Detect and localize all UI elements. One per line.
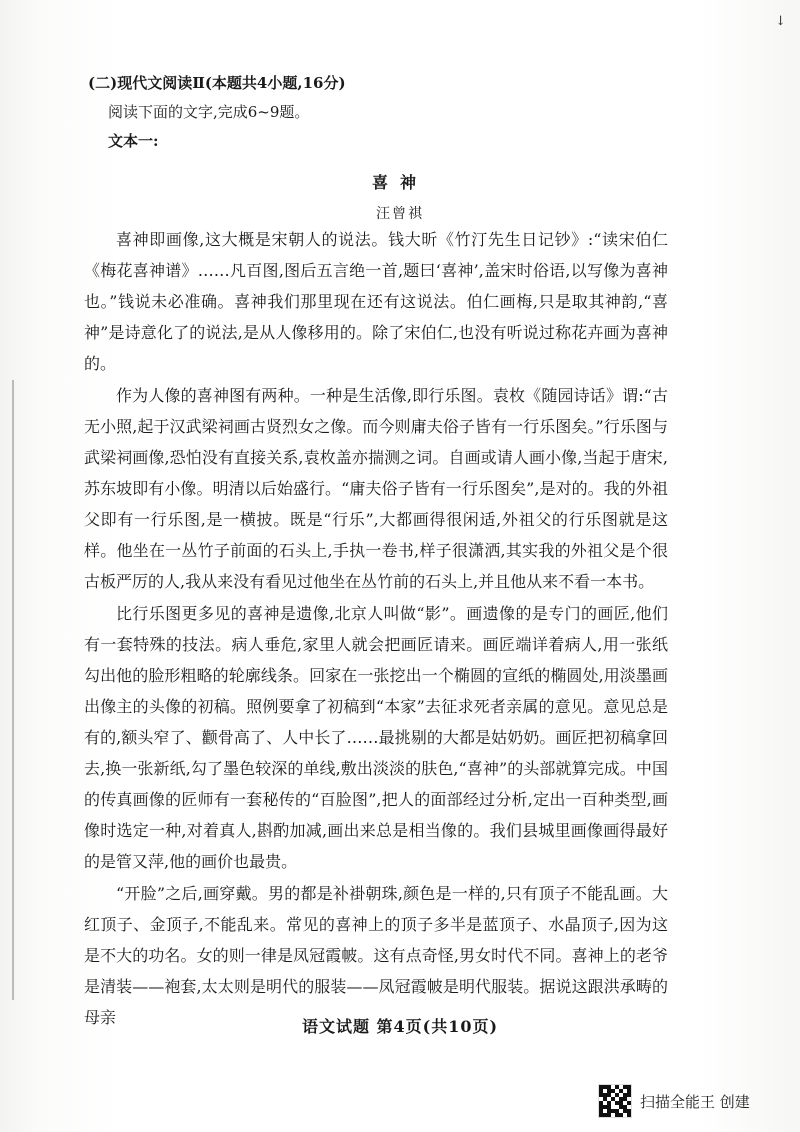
corner-arrow-icon: ↓: [775, 14, 786, 29]
watermark-text: 扫描全能王 创建: [640, 1092, 750, 1111]
essay-title: 喜神: [371, 173, 428, 192]
scanner-watermark: [598, 1084, 750, 1118]
text-one-label: 文本一:: [108, 132, 159, 150]
essay-body: [84, 224, 668, 1033]
page-footer: 语文试题 第4页(共10页): [301, 1017, 499, 1036]
qr-code-icon: [598, 1084, 632, 1118]
essay-paragraph-1: 喜神即画像,这大概是宋朝人的说法。钱大昕《竹汀先生日记钞》:“读宋伯仁《梅花喜神谱》……凡百图,图后五言绝一首,题曰‘喜神’,盖宋时俗语,以写像为喜神也。”钱说未必准确。喜神我们那里现在还有这说法。伯仁画梅,只是取其神韵,“喜神”是诗意化了的说法,是从人像移用的。除了宋伯仁,也没有听说过称花卉画为喜神的。: [84, 230, 668, 373]
scan-edge-line: [12, 380, 14, 1000]
essay-paragraph-4: “开脸”之后,画穿戴。男的都是补褂朝珠,颜色是一样的,只有顶子不能乱画。大红顶子、金顶子,不能乱来。常见的喜神上的顶子多半是蓝顶子、水晶顶子,因为这是不大的功名。女的则一律是凤冠霞帔。这有点奇怪,男女时代不同。喜神上的老爷是清装——袍套,太太则是明代的服装——凤冠霞帔是明代服装。据说这跟洪承畴的母亲: [84, 884, 668, 1027]
essay-paragraph-3: 比行乐图更多见的喜神是遗像,北京人叫做“影”。画遗像的是专门的画匠,他们有一套特殊的技法。病人垂危,家里人就会把画匠请来。画匠端详着病人,用一张纸勾出他的脸形粗略的轮廓线条。回家在一张挖出一个椭圆的宣纸的椭圆处,用淡墨画出像主的头像的初稿。照例要拿了初稿到“本家”去征求死者亲属的意见。意见总是有的,额头窄了、颧骨高了、人中长了……最挑剔的大都是姑奶奶。画匠把初稿拿回去,换一张新纸,勾了墨色较深的单线,敷出淡淡的肤色,“喜神”的头部就算完成。中国的传真画像的匠师有一套秘传的“百脸图”,把人的面部经过分析,定出一百种类型,画像时选定一种,对着真人,斟酌加减,画出来总是相当像的。我们县城里画像画得最好的是管又萍,他的画价也最贵。: [84, 604, 668, 871]
reading-instruction: 阅读下面的文字,完成6~9题。: [108, 103, 310, 121]
essay-author: 汪曾祺: [376, 206, 424, 222]
section-title: (二)现代文阅读Ⅱ(本题共4小题,16分): [88, 74, 346, 92]
essay-paragraph-2: 作为人像的喜神图有两种。一种是生活像,即行乐图。袁枚《随园诗话》谓:“古无小照,起于汉武梁祠画古贤烈女之像。而今则庸夫俗子皆有一行乐图矣。”行乐图与武梁祠画像,恐怕没有直接关系,袁枚盖亦揣测之词。自画或请人画小像,当起于唐宋,苏东坡即有小像。明清以后始盛行。“庸夫俗子皆有一行乐图矣”,是对的。我的外祖父即有一行乐图,是一横披。既是“行乐”,大都画得很闲适,外祖父的行乐图就是这样。他坐在一丛竹子前面的石头上,手执一卷书,样子很潇洒,其实我的外祖父是个很古板严厉的人,我从来没有看见过他坐在丛竹前的石头上,并且他从来不看一本书。: [84, 386, 668, 591]
